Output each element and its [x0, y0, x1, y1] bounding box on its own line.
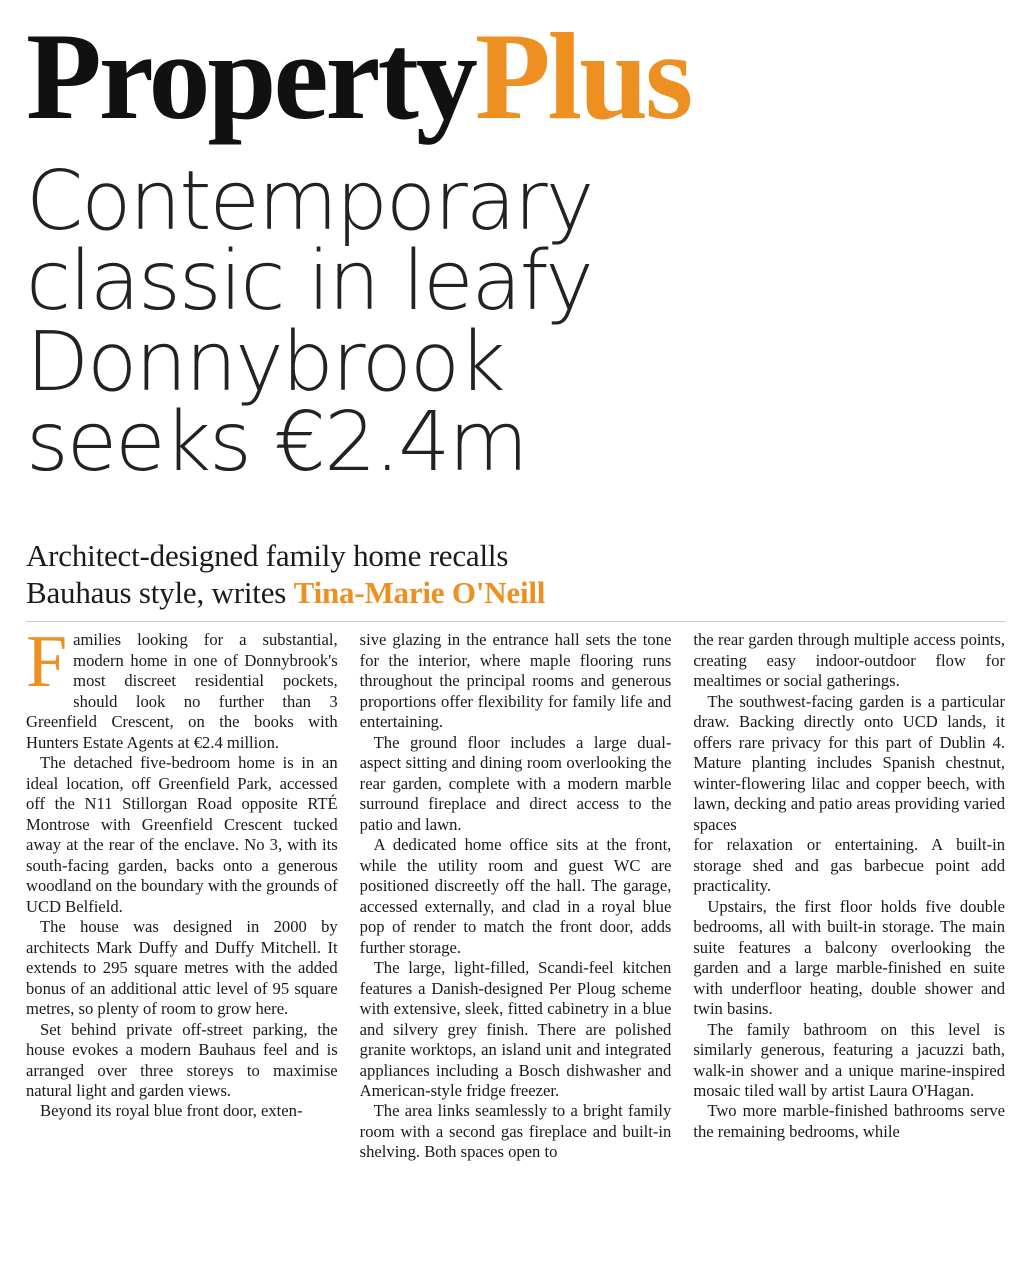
dropcap: F: [26, 621, 68, 704]
article-column-3: [693, 630, 1005, 1163]
masthead: [26, 0, 1005, 145]
paragraph: for relaxation or entertaining. A built-in storage shed and gas barbecue point add practicality.: [693, 835, 1006, 896]
paragraph: the rear garden through multiple access points, creating easy indoor-outdoor flow for mealtimes or social gatherings.: [693, 630, 1006, 691]
paragraph: A dedicated home office sits at the front, while the utility room and guest WC are positioned discreetly off the hall. The garage, accessed externally, and clad in a royal blue pop of render to match the front door, adds further storage.: [359, 835, 672, 957]
paragraph-text: amilies looking for a substantial, modern home in one of Donnybrook's most discreet residential pockets, should look no further than 3 Greenfield Crescent, on the books with Hunters Estate Agents at €2.4 million.: [26, 630, 338, 752]
paragraph: The southwest-facing garden is a particular draw. Backing directly onto UCD lands, it offers rare privacy for this part of Dublin 4. Mature planting includes Spanish chestnut, winter-flowering lilac and copper beech, with lawn, decking and patio areas providing varied spaces: [693, 691, 1006, 834]
article-column-2: [360, 630, 672, 1163]
standfirst-line-1: Architect-designed family home recalls: [26, 538, 509, 574]
standfirst-line-2: [26, 575, 1005, 612]
paragraph: The ground floor includes a large dual-aspect sitting and dining room overlooking the rear garden, complete with a modern marble surround fireplace and direct access to the patio and lawn.: [359, 732, 672, 834]
paragraph: sive glazing in the entrance hall sets the tone for the interior, where maple flooring runs throughout the principal rooms and generous proportions offer flexibility for family life and entertaining.: [359, 630, 672, 732]
paragraph: The area links seamlessly to a bright family room with a second gas fireplace and built-in shelving. Both spaces open to: [359, 1101, 672, 1162]
divider: [26, 621, 1005, 622]
page-title: [26, 153, 1005, 490]
headline-line-4: seeks €2.4m: [26, 394, 527, 490]
paragraph: [26, 621, 338, 753]
article-body: [26, 621, 1006, 1163]
paragraph: The house was designed in 2000 by architects Mark Duffy and Duffy Mitchell. It extends to 295 square metres with the added bonus of an additional attic level of 95 square metres, so plenty of room to grow here.: [26, 917, 338, 1019]
headline-line-2: classic in leafy: [26, 234, 592, 330]
standfirst-prefix: Bauhaus style, writes: [26, 574, 294, 610]
masthead-word-plus: Plus: [474, 8, 691, 145]
paragraph: Upstairs, the first floor holds five double bedrooms, all with built-in storage. The main suite features a balcony overlooking the garden and a large marble-finished en suite with underfloor heating, double shower and twin basins.: [693, 896, 1006, 1019]
paragraph: The family bathroom on this level is similarly generous, featuring a jacuzzi bath, walk-in shower and a unique marine-inspired mosaic tiled wall by artist Laura O'Hagan.: [693, 1019, 1006, 1100]
paragraph: The detached five-bedroom home is in an ideal location, off Greenfield Park, accessed off the N11 Stillorgan Road opposite RTÉ Montrose with Greenfield Crescent tucked away at the rear of the enclave. No 3, with its south-facing garden, backs onto a generous woodland on the boundary with the grounds of UCD Belfield.: [26, 753, 338, 916]
headline-line-1: Contemporary: [26, 153, 593, 249]
paragraph: Two more marble-finished bathrooms serve the remaining bedrooms, while: [693, 1101, 1006, 1141]
article-byline: Tina-Marie O'Neill: [293, 574, 546, 610]
article-column-1: [26, 621, 338, 1163]
masthead-word-property: Property: [26, 8, 475, 145]
paragraph: Set behind private off-street parking, the house evokes a modern Bauhaus feel and is arranged over three storeys to maximise natural light and garden views.: [26, 1019, 338, 1100]
paragraph: Beyond its royal blue front door, exten-: [40, 1101, 303, 1121]
paragraph: The large, light-filled, Scandi-feel kitchen features a Danish-designed Per Ploug scheme with extensive, sleek, fitted cabinetry in a blue and silvery grey finish. There are polished granite worktops, an island unit and integrated appliances including a Bosch dishwasher and American-style fridge freezer.: [359, 958, 672, 1100]
headline-line-3: Donnybrook: [26, 314, 504, 410]
standfirst: [26, 538, 1005, 611]
